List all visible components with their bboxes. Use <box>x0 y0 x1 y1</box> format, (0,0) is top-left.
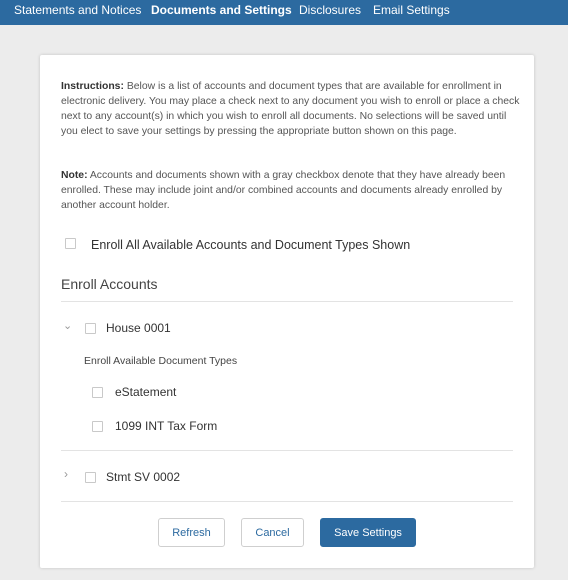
instructions-body: Below is a list of accounts and document types that are available for enrollment in electronic delivery. You may place a check next to any document you wish to enroll or place a check next to any account(s) in which you wish to enroll all documents. No selections will be saved until you elect to save your settings by pressing the appropriate button shown on this page. <box>61 81 520 137</box>
chevron-right-icon[interactable]: › <box>64 467 68 481</box>
tab-documents-and-settings[interactable]: Documents and Settings <box>151 3 292 17</box>
note-body: Accounts and documents shown with a gray checkbox denote that they have already been enrolled. These may include joint and/or combined accounts and documents already enrolled by another account holder. <box>61 170 506 211</box>
document-checkbox-estatement[interactable] <box>92 387 103 398</box>
tab-statements-and-notices[interactable]: Statements and Notices <box>14 3 142 17</box>
tab-disclosures[interactable]: Disclosures <box>299 3 362 17</box>
account-name-stmt-sv-0002: Stmt SV 0002 <box>106 470 181 484</box>
note-heading: Note: <box>61 170 88 181</box>
instructions-text <box>61 79 521 139</box>
account-checkbox-house-0001[interactable] <box>85 323 96 334</box>
divider <box>61 450 513 451</box>
chevron-down-icon[interactable]: ⌄ <box>63 320 73 332</box>
divider <box>61 501 513 502</box>
account-name-house-0001: House 0001 <box>106 321 171 335</box>
tab-email-settings[interactable]: Email Settings <box>373 3 450 17</box>
account-checkbox-stmt-sv-0002[interactable] <box>85 472 96 483</box>
document-name-1099-int: 1099 INT Tax Form <box>115 419 218 433</box>
document-name-estatement: eStatement <box>115 385 177 399</box>
save-settings-button[interactable]: Save Settings <box>320 518 416 547</box>
divider <box>61 301 513 302</box>
section-title-enroll-accounts: Enroll Accounts <box>61 276 158 292</box>
instructions-heading: Instructions: <box>61 81 124 92</box>
document-types-label: Enroll Available Document Types <box>84 355 238 367</box>
enroll-all-checkbox[interactable] <box>65 238 76 249</box>
cancel-button[interactable]: Cancel <box>241 518 304 547</box>
enroll-all-label: Enroll All Available Accounts and Document Types Shown <box>91 238 411 252</box>
note-text <box>61 168 521 213</box>
enrollment-card <box>40 55 534 568</box>
top-navigation <box>0 0 568 25</box>
refresh-button[interactable]: Refresh <box>158 518 225 547</box>
document-checkbox-1099-int[interactable] <box>92 421 103 432</box>
